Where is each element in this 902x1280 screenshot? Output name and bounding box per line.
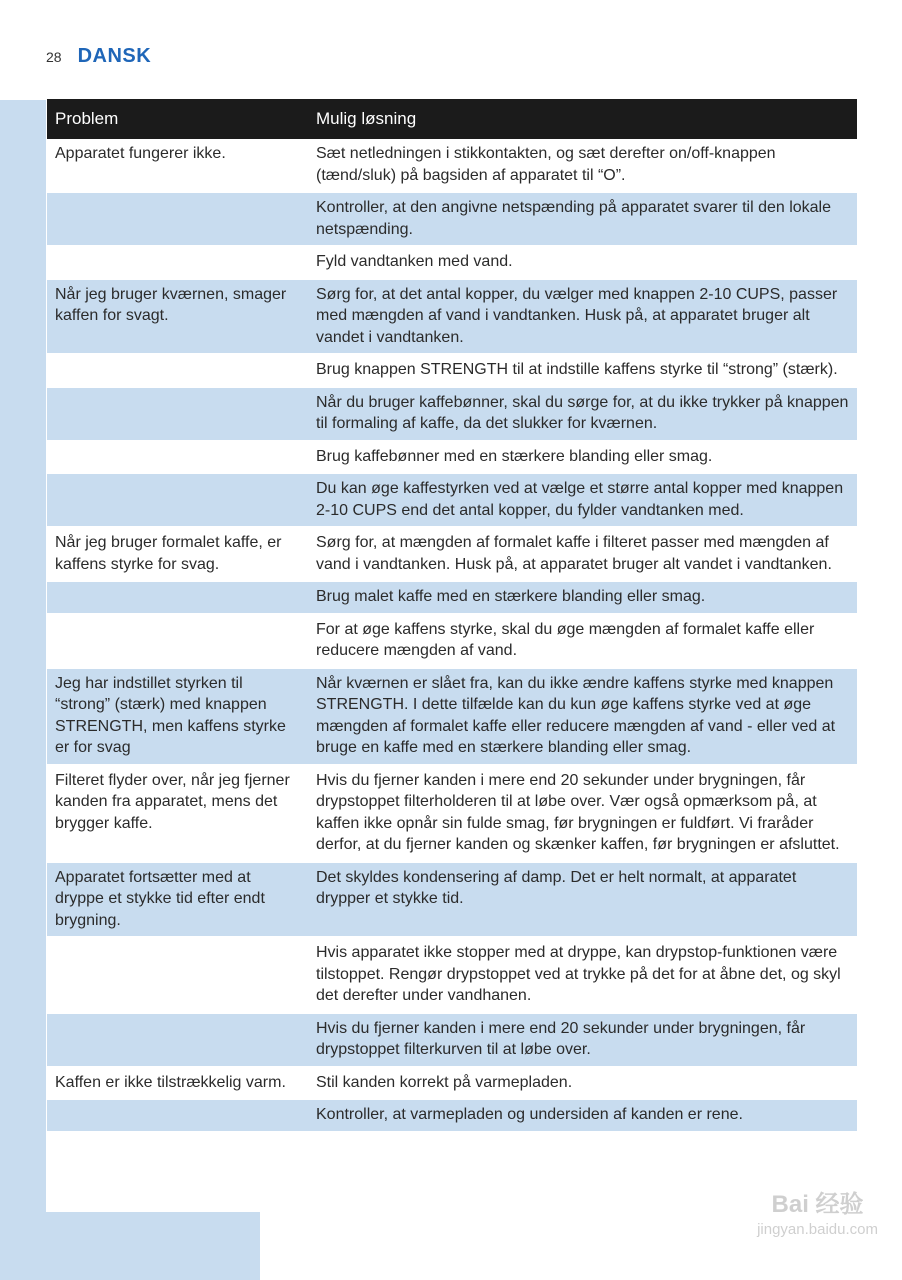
table-row <box>47 669 857 766</box>
table-row <box>47 193 857 247</box>
page-header <box>46 45 151 68</box>
solution-cell: Fyld vandtanken med vand. <box>316 253 513 270</box>
solution-cell: Hvis du fjerner kanden i mere end 20 sekunder under brygningen, får drypstoppet filterkurven til at løbe over. <box>316 1019 806 1058</box>
solution-cell: Sørg for, at mængden af formalet kaffe i filteret passer med mængden af vand i vandtanken. Husk på, at apparatet bruger alt vandet i vandtanken. <box>316 534 832 573</box>
column-header-problem: Problem <box>55 109 119 129</box>
solution-cell: Det skyldes kondensering af damp. Det er helt normalt, at apparatet drypper et stykke tid. <box>316 868 797 907</box>
table-body <box>47 139 857 1133</box>
problem-cell <box>47 474 308 526</box>
solution-cell: Stil kanden korrekt på varmepladen. <box>316 1073 573 1091</box>
problem-cell: Apparatet fungerer ikke. <box>55 145 226 162</box>
table-row <box>47 442 857 475</box>
watermark <box>757 1184 878 1238</box>
problem-cell <box>47 1014 308 1066</box>
solution-cell: Brug malet kaffe med en stærkere blanding eller smag. <box>316 588 706 605</box>
problem-cell <box>47 442 308 473</box>
problem-cell <box>47 1100 308 1131</box>
solution-cell: Sørg for, at det antal kopper, du vælger med knappen 2-10 CUPS, passer med mængden af vand i vandtanken. Husk på, at apparatet bruger alt vandet i vandtanken. <box>316 285 838 346</box>
problem-cell <box>47 247 308 278</box>
table-header-row <box>47 99 857 139</box>
solution-cell: Du kan øge kaffestyrken ved at vælge et større antal kopper med knappen 2-10 CUPS end det antal kopper, du fylder vandtanken med. <box>316 480 844 519</box>
problem-cell <box>47 582 308 613</box>
troubleshooting-table <box>47 99 857 1133</box>
problem-cell: Filteret flyder over, når jeg fjerner kanden fra apparatet, mens det brygger kaffe. <box>55 771 290 832</box>
table-row <box>47 766 857 863</box>
problem-cell <box>47 615 308 667</box>
solution-cell: Brug kaffebønner med en stærkere blanding eller smag. <box>316 447 713 465</box>
table-row <box>47 863 857 939</box>
table-row <box>47 938 857 1014</box>
table-row <box>47 247 857 280</box>
column-header-solution: Mulig løsning <box>316 109 417 129</box>
problem-cell <box>47 938 308 1012</box>
watermark-url: jingyan.baidu.com <box>757 1221 878 1238</box>
table-row <box>47 582 857 615</box>
table-row <box>47 474 857 528</box>
solution-cell: Hvis du fjerner kanden i mere end 20 sekunder under brygningen, får drypstoppet filterholderen til at løbe over. Vær også opmærksom på, at kaffen ikke opnår sin fulde smag, før brygningen er fuldført. Vi fraråder derfor, at du fjerner kanden og skænker kaffen, før brygningen er afsluttet. <box>316 771 840 853</box>
solution-cell: Sæt netledningen i stikkontakten, og sæt derefter on/off-knappen (tænd/sluk) på bagsiden af apparatet til “O”. <box>316 145 776 184</box>
solution-cell: Når kværnen er slået fra, kan du ikke ændre kaffens styrke med knappen STRENGTH. I dette tilfælde kan du kun øge kaffens styrke ved at øge mængden af formalet kaffe eller reducere mængden af vand - eller ved at bruge en kaffe med en stærkere blanding eller smag. <box>316 674 836 756</box>
problem-cell <box>47 388 308 440</box>
problem-cell: Når jeg bruger formalet kaffe, er kaffens styrke for svag. <box>55 534 282 573</box>
table-row <box>47 355 857 388</box>
problem-cell: Kaffen er ikke tilstrækkelig varm. <box>55 1073 286 1091</box>
table-row <box>47 1014 857 1068</box>
problem-cell: Når jeg bruger kværnen, smager kaffen for svagt. <box>55 285 287 324</box>
problem-cell: Apparatet fortsætter med at dryppe et stykke tid efter endt brygning. <box>55 868 265 929</box>
table-row <box>47 280 857 356</box>
solution-cell: Kontroller, at varmepladen og undersiden af kanden er rene. <box>316 1106 743 1123</box>
solution-cell: Hvis apparatet ikke stopper med at dryppe, kan drypstop-funktionen være tilstoppet. Rengør drypstoppet ved at trykke på det for at åbne det, og skyl det derefter under vandhanen. <box>316 944 841 1004</box>
problem-cell <box>47 355 308 386</box>
problem-cell: Jeg har indstillet styrken til “strong” (stærk) med knappen STRENGTH, men kaffens styrke er for svag <box>55 674 286 756</box>
table-row <box>47 388 857 442</box>
page-number: 28 <box>46 49 62 65</box>
watermark-logo-text: Bai 经验 <box>771 1191 864 1218</box>
problem-cell <box>47 193 308 245</box>
table-row <box>47 139 857 193</box>
solution-cell: For at øge kaffens styrke, skal du øge mængden af formalet kaffe eller reducere mængden af vand. <box>316 620 815 659</box>
left-color-bar <box>0 100 46 1280</box>
solution-cell: Brug knappen STRENGTH til at indstille kaffens styrke til “strong” (stærk). <box>316 361 838 378</box>
table-row <box>47 1100 857 1133</box>
table-row <box>47 615 857 669</box>
table-row <box>47 1068 857 1101</box>
solution-cell: Når du bruger kaffebønner, skal du sørge for, at du ikke trykker på knappen til formaling af kaffe, da det slukker for kværnen. <box>316 393 849 432</box>
bottom-color-bar <box>0 1212 260 1280</box>
solution-cell: Kontroller, at den angivne netspænding på apparatet svarer til den lokale netspænding. <box>316 199 832 238</box>
table-row <box>47 528 857 582</box>
section-language-title: DANSK <box>77 45 152 67</box>
